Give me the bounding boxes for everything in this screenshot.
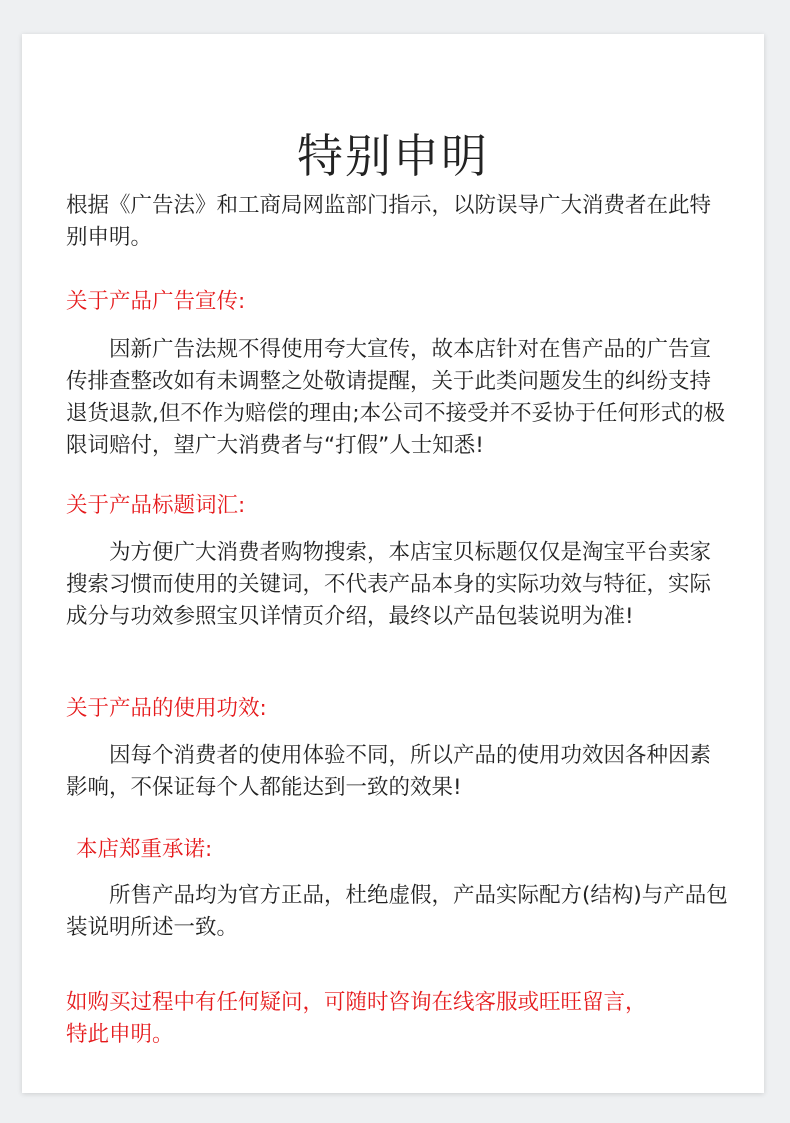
intro-paragraph: 根据《广告法》和工商局网监部门指示，以防误导广大消费者在此特别申明。 xyxy=(66,193,712,250)
closing-notice: 如购买过程中有任何疑问，可随时咨询在线客服或旺旺留言，特此申明。 xyxy=(66,990,647,1047)
section-heading-advertising: 关于产品广告宣传: xyxy=(66,289,246,314)
section-body-advertising: 因新广告法规不得使用夸大宣传，故本店针对在售产品的广告宣传排查整改如有未调整之处敬请提醒，关于此类问题发生的纠纷支持退货退款,但不作为赔偿的理由;本公司不接受并不妥协于任何形式的极限词赔付，望广大消费者与“打假”人士知悉! xyxy=(66,337,726,458)
section-heading-title-words: 关于产品标题词汇: xyxy=(66,493,246,518)
section-body-efficacy: 因每个消费者的使用体验不同，所以产品的使用功效因各种因素影响，不保证每个人都能达到一致的效果! xyxy=(66,743,712,800)
page-title: 特别申明 xyxy=(297,129,489,183)
section-body-promise: 所售产品均为官方正品，杜绝虚假，产品实际配方(结构)与产品包装说明所述一致。 xyxy=(66,883,728,940)
section-body-title-words: 为方便广大消费者购物搜索，本店宝贝标题仅仅是淘宝平台卖家搜索习惯而使用的关键词，不代表产品本身的实际功效与特征，实际成分与功效参照宝贝详情页介绍，最终以产品包装说明为准! xyxy=(66,540,712,629)
section-heading-efficacy: 关于产品的使用功效: xyxy=(66,696,267,721)
section-heading-promise: 本店郑重承诺: xyxy=(76,837,213,862)
statement-card xyxy=(22,34,764,1093)
